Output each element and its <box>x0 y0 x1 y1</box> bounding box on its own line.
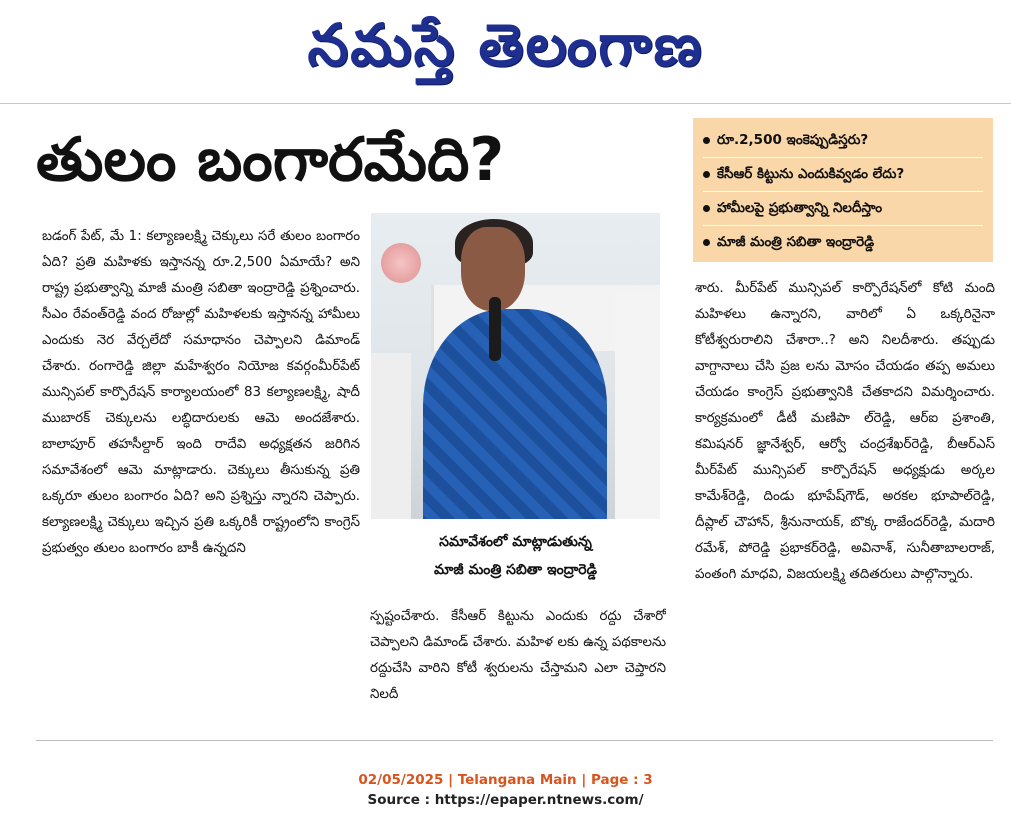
highlight-text: హామీలపై ప్రభుత్వాన్ని నిలదీస్తాం <box>717 200 883 216</box>
caption-line: సమావేశంలో మాట్లాడుతున్న <box>439 534 592 550</box>
source-link[interactable]: Source : https://epaper.ntnews.com/ <box>367 792 644 808</box>
bullet-icon <box>703 205 710 212</box>
scheme-logo-icon <box>381 243 421 283</box>
highlight-item <box>703 192 983 226</box>
bullet-icon <box>703 171 710 178</box>
article-column-right: శారు. మీర్‌పేట్ మున్సిపల్ కార్పొరేషన్‌లో కోటి మంది మహిళలు ఉన్నారని, వారిలో ఏ ఒక్కరినైనా కోటీశ్వరురాలిని చేశారా..? అని నిలదీశారు. తప్పుడు వాగ్దానాలు చేసి ప్రజ లను మోసం చేయడం తప్ప అమలు చేయడం కాంగ్రెస్ ప్రభుత్వానికి చేతకాదని విమర్శించారు. కార్యక్రమంలో డీటీ మణిపా ల్‌రెడ్డి, ఆర్ఐ ప్రశాంతి, కమిషనర్ జ్ఞానేశ్వర్, ఆర్వో చంద్రశేఖర్‌రెడ్డి, బీఆర్‌ఎస్ మీర్‌పేట్ మున్సిపల్ కార్పొరేషన్ అధ్యక్షుడు అర్కల కామేశ్‌రెడ్డి, దిండు భూపేష్‌గౌడ్, అరకల భూపాల్‌రెడ్డి, దీప్లాల్ చౌహాన్, శ్రీనునాయక్, బొక్క రాజేందర్‌రెడ్డి, మదారి రమేశ్, పోరెడ్డి ప్రభాకర్‌రెడ్డి, అవినాశ్, సునీతాబాలరాజ్, పంతంగి మాధవి, విజయలక్ష్మి తదితరులు పాల్గొన్నారు. <box>695 281 995 582</box>
highlight-item <box>703 158 983 192</box>
highlight-text: కేసీఆర్ కిట్టును ఎందుకివ్వడం లేదు? <box>717 166 905 182</box>
masthead-divider <box>0 103 1011 104</box>
speaker-saree <box>423 309 607 519</box>
highlight-text: మాజీ మంత్రి సబితా ఇంద్రారెడ్డి <box>717 234 875 250</box>
highlight-item <box>703 226 983 259</box>
caption-line: మాజీ మంత్రి సబితా ఇంద్రారెడ్డి <box>434 562 597 578</box>
page-divider <box>36 740 993 741</box>
bullet-icon <box>703 239 710 246</box>
highlight-text: రూ.2,500 ఇంకెప్పుడిస్తరు? <box>717 132 869 148</box>
background-person <box>371 353 411 519</box>
microphone-icon <box>489 297 501 361</box>
article-column-left: బడంగ్ పేట్, మే 1: కల్యాణలక్ష్మి చెక్కులు సరే తులం బంగారం ఏది? ప్రతి మహిళకు ఇస్తానన్న రూ.2,500 ఏమాయే? అని రాష్ట్ర ప్రభుత్వాన్ని మాజీ మంత్రి సబితా ఇంద్రారెడ్డి ప్రశ్నించారు. సీఎం రేవంత్‌రెడ్డి వంద రోజుల్లో మహిళలకు ఇస్తానన్న హామీలు ఎందుకు నెర వేర్చలేదో సమాధానం చెప్పాలని డిమాండ్ చేశారు. రంగారెడ్డి జిల్లా మహేశ్వరం నియోజ కవర్గంమీర్‌పేట్ మున్సిపల్ కార్పొరేషన్ కార్యాలయంలో 83 కల్యాణలక్ష్మి, షాదీ ముబారక్ చెక్కులను లబ్ధిదారులకు ఆమె అందజేశారు. బాలాపూర్ తహసీల్దార్ ఇంది రాదేవి అధ్యక్షతన జరిగిన సమావేశంలో ఆమె మాట్లాడారు. చెక్కులు తీసుకున్న ప్రతి ఒక్కరూ తులం బంగారం ఏది? అని ప్రశ్నిస్తు న్నారని చెప్పారు. కల్యాణలక్ష్మి చెక్కులు ఇచ్చిన ప్రతి ఒక్కరికీ రాష్ట్రంలోని కాంగ్రెస్ ప్రభుత్వం తులం బంగారం బాకీ ఉన్నదని <box>42 229 360 556</box>
page-footer <box>0 770 1011 810</box>
article-headline: తులం బంగారమేది? <box>36 125 505 195</box>
article-column-middle: స్పష్టంచేశారు. కేసీఆర్ కిట్టును ఎందుకు రద్దు చేశారో చెప్పాలని డిమాండ్ చేశారు. మహిళ లకు ఉన్న పథకాలను రద్దుచేసి వారిని కోటీ శ్వరులను చేస్తామని ఎలా చెప్తారని నిలదీ <box>370 609 666 702</box>
photo-caption <box>371 528 660 590</box>
bullet-icon <box>703 137 710 144</box>
highlights-box <box>693 118 993 262</box>
newspaper-title: నమస్తే తెలంగాణ <box>307 10 704 79</box>
background-person <box>615 293 660 519</box>
article-photo <box>371 213 660 519</box>
newspaper-masthead <box>0 0 1011 104</box>
edition-dateline: 02/05/2025 | Telangana Main | Page : 3 <box>358 772 653 788</box>
highlight-item <box>703 124 983 158</box>
